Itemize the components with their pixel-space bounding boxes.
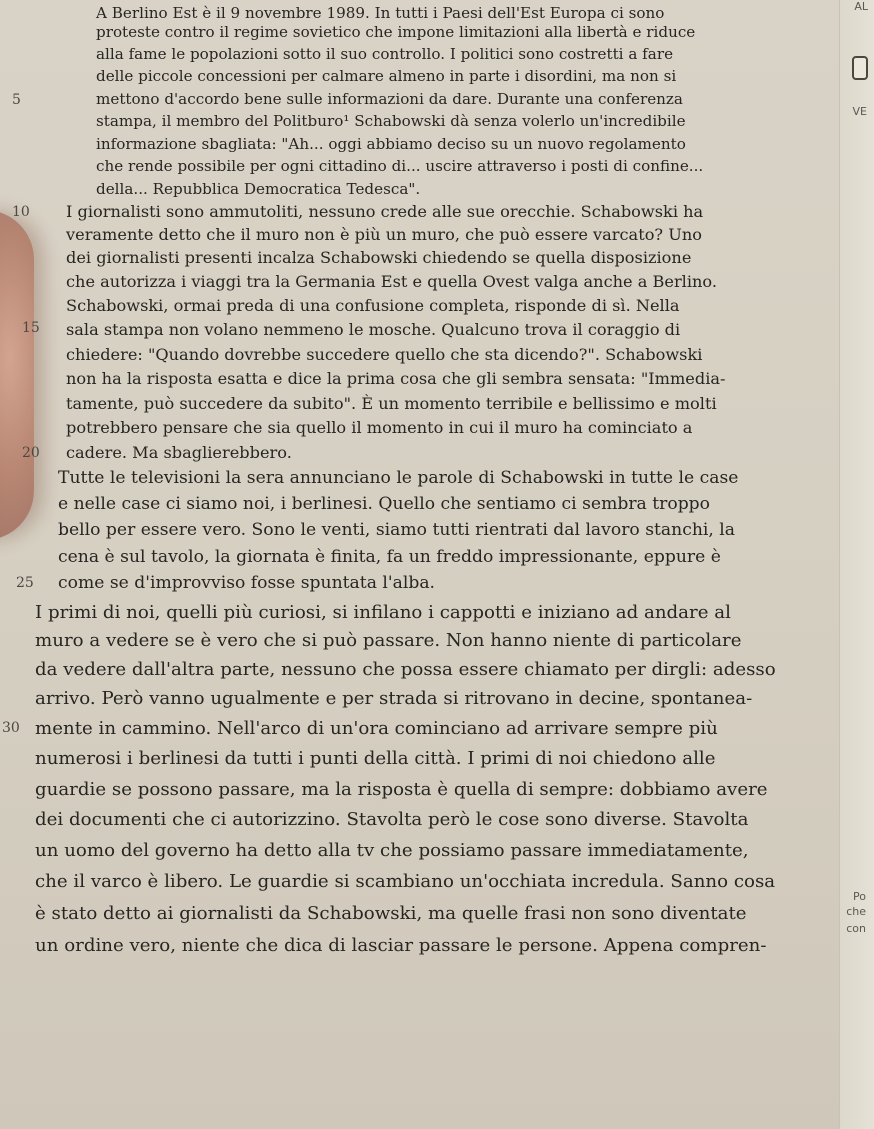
paragraph-line: delle piccole concessioni per calmare almeno in parte i disordini, ma non si — [96, 67, 677, 85]
paragraph-line: tamente, può succedere da subito". È un momento terribile e bellissimo e molti — [66, 394, 717, 413]
paragraph-line: mettono d'accordo bene sulle informazioni da dare. Durante una conferenza — [96, 90, 683, 108]
paragraph-line: è stato detto ai giornalisti da Schabowski, ma quelle frasi non sono diventate — [35, 903, 747, 924]
paragraph-line: un uomo del governo ha detto alla tv che possiamo passare immediatamente, — [35, 840, 749, 861]
paragraph-line: I primi di noi, quelli più curiosi, si infilano i cappotti e iniziano ad andare al — [35, 602, 731, 623]
margin-fragment: VE — [852, 105, 867, 118]
margin-fragment: che — [846, 905, 866, 918]
paragraph-line: che rende possibile per ogni cittadino di... uscire attraverso i posti di confine... — [96, 157, 704, 175]
paragraph-line: bello per essere vero. Sono le venti, siamo tutti rientrati dal lavoro stanchi, la — [58, 520, 736, 540]
adjacent-page-edge — [839, 0, 874, 1129]
line-number: 15 — [22, 320, 40, 336]
margin-fragment: Po — [853, 890, 866, 903]
paragraph-line: veramente detto che il muro non è più un muro, che può essere varcato? Uno — [66, 225, 702, 244]
paragraph-line: potrebbero pensare che sia quello il momento in cui il muro ha cominciato a — [66, 418, 693, 437]
paragraph-line: sala stampa non volano nemmeno le mosche. Qualcuno trova il coraggio di — [66, 320, 681, 339]
paragraph-line: da vedere dall'altra parte, nessuno che possa essere chiamato per dirgli: adesso — [35, 659, 776, 680]
paragraph-line: dei giornalisti presenti incalza Schabowski chiedendo se quella disposizione — [66, 248, 692, 267]
paragraph-line: informazione sbagliata: "Ah... oggi abbiamo deciso su un nuovo regolamento — [96, 135, 686, 153]
paragraph-line: proteste contro il regime sovietico che impone limitazioni alla libertà e riduce — [96, 23, 696, 41]
paragraph-line: Schabowski, ormai preda di una confusione completa, risponde di sì. Nella — [66, 296, 680, 315]
line-number: 5 — [12, 92, 21, 108]
paragraph-line: cena è sul tavolo, la giornata è finita, fa un freddo impressionante, eppure è — [58, 547, 721, 567]
line-number: 20 — [22, 445, 40, 461]
paragraph-line: muro a vedere se è vero che si può passare. Non hanno niente di particolare — [35, 630, 742, 651]
line-number: 30 — [2, 720, 20, 736]
paragraph-line: dei documenti che ci autorizzino. Stavolta però le cose sono diverse. Stavolta — [35, 809, 749, 830]
line-number: 10 — [12, 204, 30, 220]
paragraph-line: e nelle case ci siamo noi, i berlinesi. Quello che sentiamo ci sembra troppo — [58, 494, 711, 514]
paragraph-line: non ha la risposta esatta e dice la prima cosa che gli sembra sensata: "Immedia- — [66, 369, 726, 388]
paragraph-line: A Berlino Est è il 9 novembre 1989. In tutti i Paesi dell'Est Europa ci sono — [96, 4, 665, 22]
paragraph-line: che autorizza i viaggi tra la Germania Est e quella Ovest valga anche a Berlino. — [66, 272, 718, 291]
paragraph-line: guardie se possono passare, ma la risposta è quella di sempre: dobbiamo avere — [35, 779, 768, 800]
paragraph-line: cadere. Ma sbaglierebbero. — [66, 443, 292, 462]
page-tab-box — [852, 56, 868, 80]
paragraph-line: mente in cammino. Nell'arco di un'ora cominciano ad arrivare sempre più — [35, 718, 718, 739]
paragraph-line: I giornalisti sono ammutoliti, nessuno crede alle sue orecchie. Schabowski ha — [66, 202, 704, 221]
margin-fragment: con — [846, 922, 866, 935]
paragraph-line: alla fame le popolazioni sotto il suo controllo. I politici sono costretti a fare — [96, 45, 674, 63]
margin-fragment: AL — [854, 0, 868, 13]
paragraph-line: un ordine vero, niente che dica di lasciar passare le persone. Appena compren- — [35, 935, 767, 956]
paragraph-line: arrivo. Però vanno ugualmente e per strada si ritrovano in decine, spontanea- — [35, 688, 753, 709]
paragraph-line: numerosi i berlinesi da tutti i punti della città. I primi di noi chiedono alle — [35, 748, 716, 769]
paragraph-line: che il varco è libero. Le guardie si scambiano un'occhiata incredula. Sanno cosa — [35, 871, 776, 892]
paragraph-line: Tutte le televisioni la sera annunciano le parole di Schabowski in tutte le case — [58, 468, 739, 488]
paragraph-line: stampa, il membro del Politburo¹ Schabowski dà senza volerlo un'incredibile — [96, 112, 686, 130]
paragraph-line: chiedere: "Quando dovrebbe succedere quello che sta dicendo?". Schabowski — [66, 345, 703, 364]
paragraph-line: come se d'improvviso fosse spuntata l'alba. — [58, 573, 436, 593]
paragraph-line: della... Repubblica Democratica Tedesca". — [96, 180, 421, 198]
line-number: 25 — [16, 575, 34, 591]
